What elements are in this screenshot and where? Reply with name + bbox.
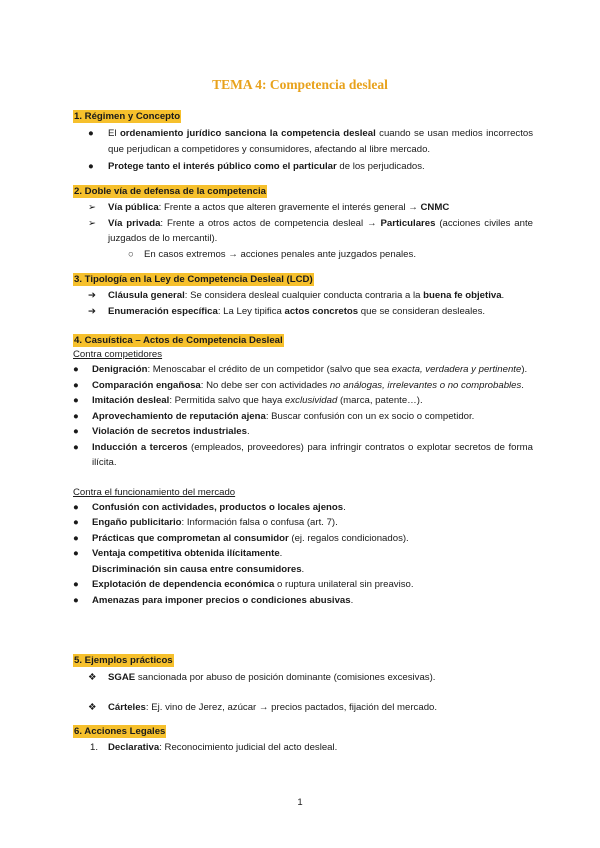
list-item: ● Engaño publicitario: Información falsa o confusa (art. 7). bbox=[73, 515, 533, 531]
section-heading: 2. Doble vía de defensa de la competencia bbox=[74, 186, 266, 197]
diamond-bullet-icon: ❖ bbox=[88, 701, 97, 713]
page-title: TEMA 4: Competencia desleal bbox=[212, 77, 388, 92]
section-regimen bbox=[73, 110, 533, 175]
list-item: ● Prácticas que comprometan al consumidor (ej. regalos condicionados). bbox=[73, 531, 533, 547]
bullet-icon: ● bbox=[73, 548, 79, 559]
bullet-icon: ● bbox=[73, 426, 79, 437]
arrow-list bbox=[73, 200, 533, 262]
arrow-list bbox=[73, 288, 533, 319]
arrowhead-icon: ➢ bbox=[88, 217, 97, 229]
bullet-list bbox=[73, 500, 533, 609]
list-item: ● Amenazas para imponer precios o condiciones abusivas. bbox=[73, 593, 533, 609]
bullet-icon: ● bbox=[73, 395, 79, 406]
list-item: ● Comparación engañosa: No debe ser con actividades no análogas, irrelevantes o no comprobables. bbox=[73, 378, 533, 394]
section-heading: 3. Tipología en la Ley de Competencia Desleal (LCD) bbox=[74, 274, 313, 285]
arrowhead-icon: ➢ bbox=[88, 202, 97, 213]
bullet-icon: ● bbox=[73, 517, 79, 528]
list-item: ❖ SGAE sancionada por abuso de posición dominante (comisiones excesivas). bbox=[73, 670, 533, 686]
subheading-mercado: Contra el funcionamiento del mercado bbox=[73, 486, 236, 498]
list-item: ● El ordenamiento jurídico sanciona la competencia desleal cuando se usan medios incorrectos que perjudican a competidores y consumidores, afectando al libre mercado. bbox=[88, 128, 533, 155]
list-item: ➔ Cláusula general: Se considera desleal cualquier conducta contraria a la buena fe objetiva. bbox=[73, 288, 533, 304]
section-tipologia bbox=[73, 273, 533, 319]
section-heading: 5. Ejemplos prácticos bbox=[74, 655, 173, 666]
list-item: ● Inducción a terceros (empleados, proveedores) para infringir contratos o explotar secretos de forma ilícita. bbox=[73, 441, 533, 468]
list-item: ❖ Cárteles: Ej. vino de Jerez, azúcar → precios pactados, fijación del mercado. bbox=[73, 700, 533, 716]
list-item: ● Confusión con actividades, productos o locales ajenos. bbox=[73, 500, 533, 516]
bullet-icon: ● bbox=[88, 128, 94, 139]
arrow-right-icon: ➔ bbox=[88, 290, 97, 301]
section-heading: 4. Casuística – Actos de Competencia Desleal bbox=[74, 335, 283, 346]
list-item: ● Imitación desleal: Permitida salvo que haya exclusividad (marca, patente…). bbox=[73, 393, 533, 409]
bullet-icon: ● bbox=[73, 532, 79, 544]
page-number: 1 bbox=[297, 797, 303, 808]
bullet-icon: ● bbox=[73, 579, 79, 590]
list-item: ➢ Vía pública: Frente a actos que alteren gravemente el interés general → CNMC bbox=[73, 200, 533, 216]
list-item: ● Denigración: Menoscabar el crédito de un competidor (salvo que sea exacta, verdadera y pertinente). bbox=[73, 362, 533, 378]
list-item: ○ En casos extremos → acciones penales ante juzgados penales. bbox=[73, 247, 533, 263]
list-item: ➔ Enumeración específica: La Ley tipifica actos concretos que se consideran desleales. bbox=[73, 304, 533, 320]
arrow-right-icon: ➔ bbox=[88, 305, 97, 317]
list-item: ● Aprovechamiento de reputación ajena: Buscar confusión con un ex socio o competidor. bbox=[73, 409, 533, 425]
bullet-list bbox=[73, 126, 533, 175]
section-doble-via bbox=[73, 185, 533, 262]
section-casuistica bbox=[73, 334, 533, 608]
bullet-list bbox=[73, 362, 533, 471]
bullet-icon: ● bbox=[73, 501, 79, 513]
list-item: ➢ Vía privada: Frente a otros actos de competencia desleal → Particulares (acciones civiles ante juzgados de lo mercantil). bbox=[88, 217, 533, 244]
section-acciones bbox=[73, 725, 533, 756]
numbered-list bbox=[73, 740, 533, 756]
list-item: ● Violación de secretos industriales. bbox=[73, 424, 533, 440]
bullet-icon: ● bbox=[88, 161, 94, 172]
bullet-icon: ● bbox=[73, 594, 79, 606]
section-heading: 1. Régimen y Concepto bbox=[74, 111, 181, 122]
diamond-list bbox=[73, 670, 533, 715]
list-item: 1. Declarativa: Reconocimiento judicial del acto desleal. bbox=[73, 740, 533, 756]
list-item: ● Explotación de dependencia económica o ruptura unilateral sin preaviso. bbox=[73, 577, 533, 593]
list-number: 1. bbox=[90, 742, 99, 753]
subheading-competidores: Contra competidores bbox=[73, 349, 163, 360]
list-item: ● Ventaja competitiva obtenida ilícitamente. Discriminación sin causa entre consumidores. bbox=[73, 548, 305, 575]
circle-bullet-icon: ○ bbox=[128, 248, 134, 260]
bullet-icon: ● bbox=[73, 410, 79, 422]
list-item: ● Protege tanto el interés público como el particular de los perjudicados. bbox=[73, 159, 533, 175]
bullet-icon: ● bbox=[73, 441, 79, 453]
bullet-icon: ● bbox=[73, 379, 79, 391]
diamond-bullet-icon: ❖ bbox=[88, 672, 97, 683]
section-heading: 6. Acciones Legales bbox=[74, 726, 166, 737]
section-ejemplos bbox=[73, 654, 533, 715]
bullet-icon: ● bbox=[73, 364, 79, 375]
